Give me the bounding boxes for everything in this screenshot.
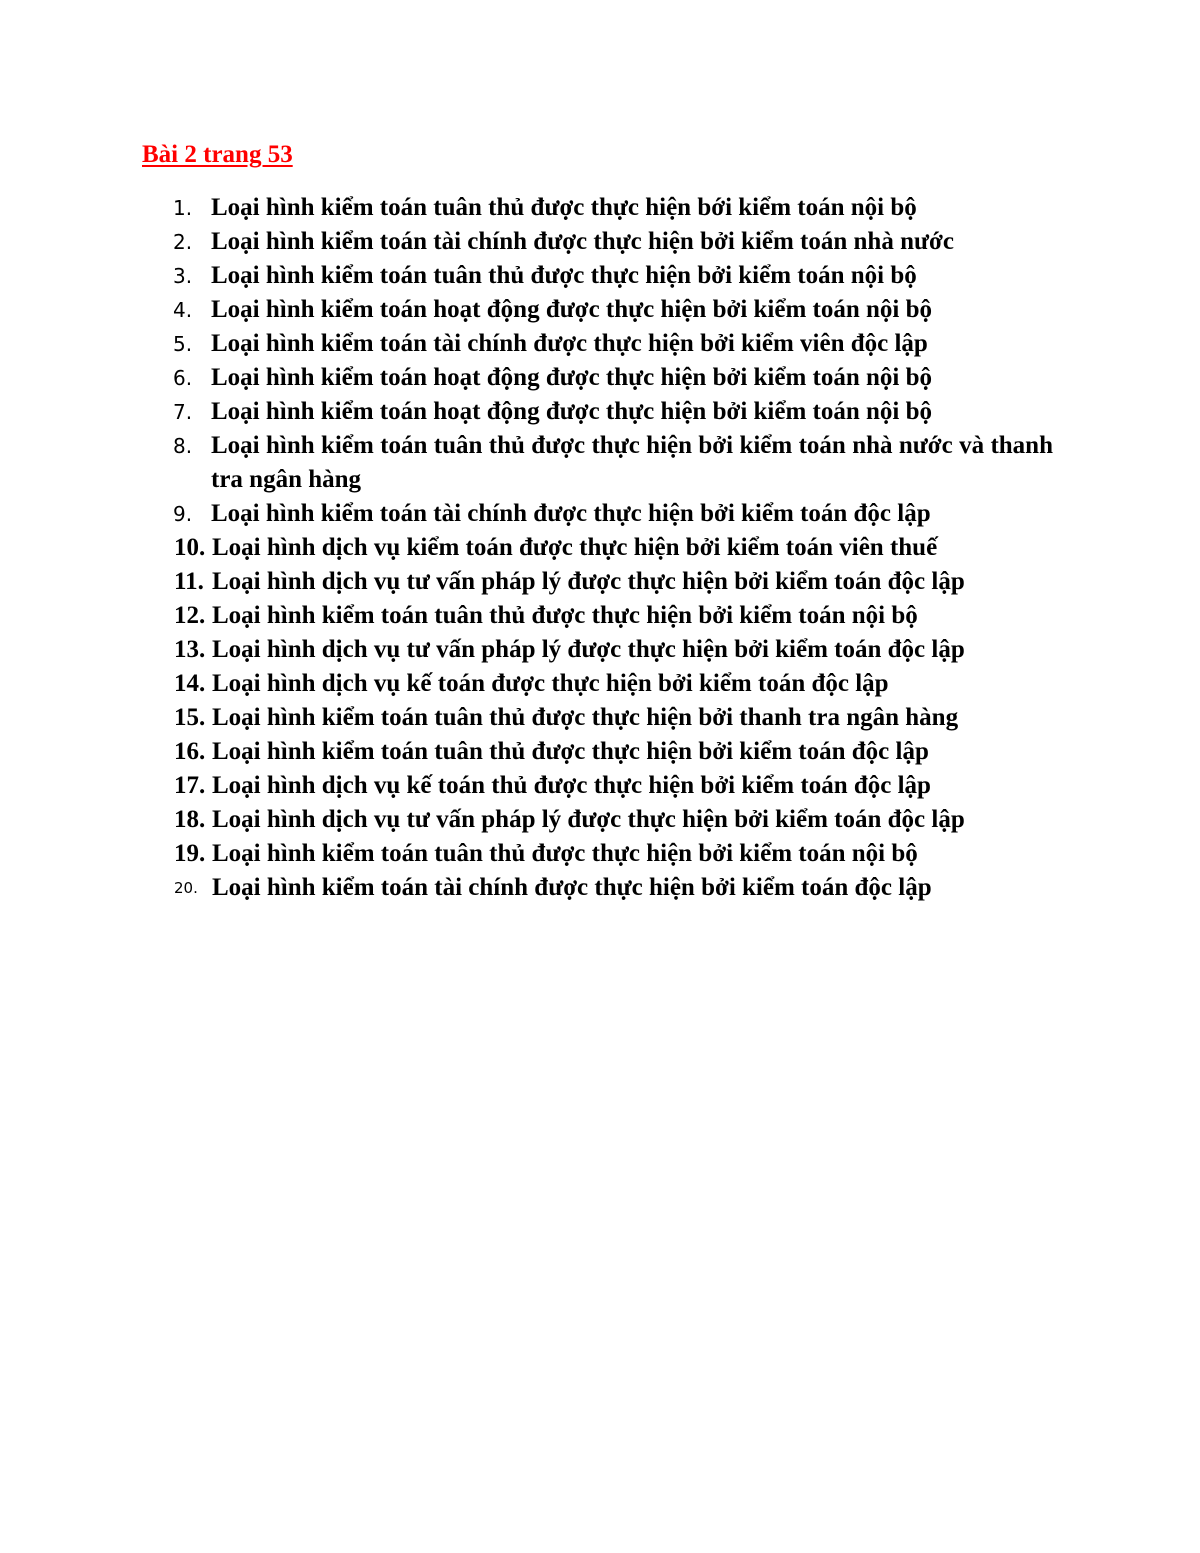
item-text: Loại hình kiểm toán tuân thủ được thực hiện bởi thanh tra ngân hàng xyxy=(212,704,959,731)
list-item xyxy=(0,293,1200,327)
item-text: Loại hình kiểm toán tuân thủ được thực hiện bởi kiểm toán nhà nước và thanh tra ngân hàng xyxy=(211,432,1053,493)
item-text: Loại hình dịch vụ tư vấn pháp lý được thực hiện bởi kiểm toán độc lập xyxy=(212,636,965,663)
list-item xyxy=(0,565,1200,599)
item-number: 20. xyxy=(174,879,198,897)
item-number: 17. xyxy=(174,772,206,799)
item-text: Loại hình kiểm toán hoạt động được thực hiện bởi kiểm toán nội bộ xyxy=(211,364,933,391)
item-number: 12. xyxy=(174,602,206,629)
answer-list xyxy=(0,191,1200,905)
item-number: 7. xyxy=(173,400,193,424)
list-item xyxy=(0,429,1200,497)
item-number: 8. xyxy=(173,434,193,458)
list-item xyxy=(0,327,1200,361)
item-number: 14. xyxy=(174,670,206,697)
list-item xyxy=(0,225,1200,259)
item-number: 2. xyxy=(173,230,193,254)
item-number: 16. xyxy=(174,738,206,765)
item-text: Loại hình dịch vụ kế toán được thực hiện bởi kiểm toán độc lập xyxy=(212,670,889,697)
item-text: Loại hình kiểm toán tuân thủ được thực hiện bới kiểm toán nội bộ xyxy=(211,194,917,221)
list-item xyxy=(0,667,1200,701)
item-text: Loại hình kiểm toán tuân thủ được thực hiện bởi kiểm toán nội bộ xyxy=(211,262,917,289)
list-item xyxy=(0,395,1200,429)
item-number: 4. xyxy=(173,298,193,322)
item-text: Loại hình dịch vụ tư vấn pháp lý được thực hiện bởi kiểm toán độc lập xyxy=(212,568,965,595)
item-number: 6. xyxy=(173,366,193,390)
list-item xyxy=(0,497,1200,531)
list-item xyxy=(0,837,1200,871)
list-item xyxy=(0,701,1200,735)
item-text: Loại hình dịch vụ kế toán thủ được thực hiện bởi kiểm toán độc lập xyxy=(212,772,931,799)
list-item xyxy=(0,259,1200,293)
item-text: Loại hình kiểm toán tuân thủ được thực hiện bởi kiểm toán độc lập xyxy=(212,738,929,765)
item-number: 3. xyxy=(173,264,193,288)
item-text: Loại hình kiểm toán tài chính được thực hiện bởi kiểm toán nhà nước xyxy=(211,228,954,255)
page-title: Bài 2 trang 53 xyxy=(142,141,293,168)
item-number: 18. xyxy=(174,806,206,833)
item-number: 13. xyxy=(174,636,206,663)
item-text: Loại hình dịch vụ kiểm toán được thực hiện bởi kiểm toán viên thuế xyxy=(212,534,938,561)
item-text: Loại hình kiểm toán tài chính được thực hiện bởi kiểm viên độc lập xyxy=(211,330,928,357)
item-number: 1. xyxy=(173,196,193,220)
item-text: Loại hình dịch vụ tư vấn pháp lý được thực hiện bởi kiểm toán độc lập xyxy=(212,806,965,833)
list-item xyxy=(0,769,1200,803)
item-number: 9. xyxy=(173,502,193,526)
list-item xyxy=(0,599,1200,633)
item-text: Loại hình kiểm toán hoạt động được thực hiện bởi kiểm toán nội bộ xyxy=(211,398,933,425)
list-item xyxy=(0,735,1200,769)
item-text: Loại hình kiểm toán tài chính được thực hiện bởi kiểm toán độc lập xyxy=(212,874,932,901)
item-number: 10. xyxy=(174,534,206,561)
item-text: Loại hình kiểm toán tài chính được thực hiện bởi kiểm toán độc lập xyxy=(211,500,931,527)
list-item xyxy=(0,361,1200,395)
item-number: 11. xyxy=(174,568,204,595)
item-text: Loại hình kiểm toán hoạt động được thực hiện bởi kiểm toán nội bộ xyxy=(211,296,933,323)
item-number: 15. xyxy=(174,704,206,731)
item-number: 5. xyxy=(173,332,193,356)
item-number: 19. xyxy=(174,840,206,867)
list-item xyxy=(0,871,1200,905)
list-item xyxy=(0,191,1200,225)
item-text: Loại hình kiểm toán tuân thủ được thực hiện bởi kiểm toán nội bộ xyxy=(212,602,918,629)
list-item xyxy=(0,803,1200,837)
list-item xyxy=(0,633,1200,667)
item-text: Loại hình kiểm toán tuân thủ được thực hiện bởi kiểm toán nội bộ xyxy=(212,840,918,867)
list-item xyxy=(0,531,1200,565)
